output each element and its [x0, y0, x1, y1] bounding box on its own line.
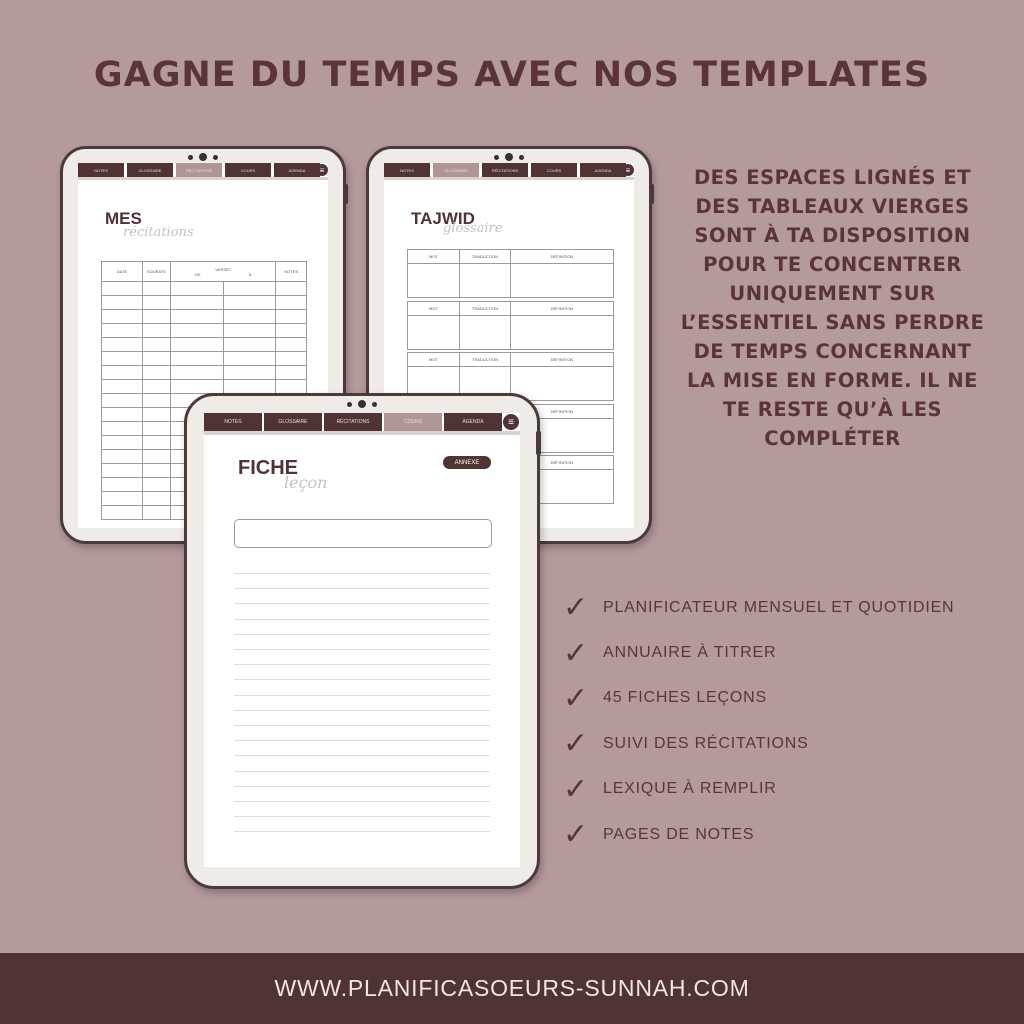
- table-cell[interactable]: [171, 366, 224, 380]
- table-cell[interactable]: [143, 282, 171, 296]
- camera-icon: [188, 153, 218, 161]
- table-cell[interactable]: [102, 422, 143, 436]
- glossary-header: DÉFINITION: [511, 250, 613, 264]
- table-cell[interactable]: [171, 352, 224, 366]
- table-cell[interactable]: [143, 366, 171, 380]
- page-title-script: glossaire: [443, 221, 503, 236]
- glossary-header: TRADUCTION: [460, 250, 511, 264]
- table-cell[interactable]: [223, 366, 276, 380]
- table-row: [102, 380, 307, 394]
- table-row: [102, 324, 307, 338]
- table-cell[interactable]: [102, 338, 143, 352]
- glossary-cell[interactable]: [460, 264, 511, 297]
- feature-label: ANNUAIRE À TITRER: [603, 644, 777, 662]
- tab-glossaire[interactable]: GLOSSAIRE: [433, 163, 479, 177]
- table-cell[interactable]: [143, 310, 171, 324]
- feature-item: [563, 585, 954, 630]
- table-row: [102, 366, 307, 380]
- table-cell[interactable]: [143, 478, 171, 492]
- tab-notes[interactable]: NOTES: [78, 163, 124, 177]
- page-title: MES: [105, 209, 142, 228]
- table-cell[interactable]: [171, 282, 224, 296]
- table-cell[interactable]: [143, 422, 171, 436]
- note-line[interactable]: [234, 664, 490, 665]
- tab-cours[interactable]: COURS: [384, 413, 442, 431]
- glossary-header: TRADUCTION: [460, 353, 511, 367]
- tablet-fiche: [184, 393, 540, 889]
- table-cell[interactable]: [223, 296, 276, 310]
- table-cell[interactable]: [143, 380, 171, 394]
- glossary-entry: [407, 249, 614, 298]
- table-row: [102, 310, 307, 324]
- feature-item: [563, 812, 954, 857]
- note-line[interactable]: [234, 695, 490, 696]
- table-cell[interactable]: [223, 282, 276, 296]
- table-cell[interactable]: [143, 506, 171, 520]
- page-title-script: récitations: [123, 225, 194, 240]
- camera-icon: [347, 400, 377, 408]
- table-cell[interactable]: [102, 464, 143, 478]
- glossary-cell[interactable]: [511, 264, 613, 297]
- col-sourate: SOURATE: [143, 262, 171, 282]
- table-row: [102, 352, 307, 366]
- table-cell[interactable]: [102, 352, 143, 366]
- menu-icon[interactable]: ≡: [622, 164, 634, 176]
- tab-agenda[interactable]: AGENDA: [444, 413, 502, 431]
- table-row: [102, 296, 307, 310]
- screen-fiche: [204, 413, 520, 867]
- glossary-header: MOT: [408, 302, 460, 316]
- side-button: [649, 184, 654, 204]
- glossary-entry: [407, 301, 614, 350]
- glossary-cell[interactable]: [408, 264, 460, 297]
- table-cell[interactable]: [143, 394, 171, 408]
- glossary-header: DÉFINITION: [511, 405, 613, 419]
- check-icon: ✓: [563, 680, 589, 716]
- note-line[interactable]: [234, 816, 490, 817]
- table-cell[interactable]: [171, 296, 224, 310]
- nav-tabs: [384, 163, 626, 177]
- table-cell[interactable]: [102, 478, 143, 492]
- note-line[interactable]: [234, 740, 490, 741]
- table-cell[interactable]: [102, 492, 143, 506]
- check-icon: ✓: [563, 590, 589, 626]
- col-verset: VERSET DE À: [171, 262, 276, 282]
- table-cell[interactable]: [223, 380, 276, 394]
- check-icon: ✓: [563, 817, 589, 853]
- table-cell[interactable]: [223, 338, 276, 352]
- glossary-header: DÉFINITION: [511, 456, 613, 470]
- glossary-cell[interactable]: [511, 316, 613, 349]
- table-cell[interactable]: [143, 464, 171, 478]
- description: DES ESPACES LIGNÉS ET DES TABLEAUX VIERGES SONT À TA DISPOSITION POUR TE CONCENTRER UNIQUEMENT SUR L’ESSENTIEL SANS PERDRE DE TEMPS CONCERNANT LA MISE EN FORME. IL NE TE RESTE QU’À LES COMPLÉTER: [680, 166, 985, 450]
- table-row: [102, 338, 307, 352]
- glossary-cell[interactable]: [460, 316, 511, 349]
- note-line[interactable]: [234, 786, 490, 787]
- col-date: DATE: [102, 262, 143, 282]
- glossary-cell[interactable]: [511, 367, 613, 400]
- tab-agenda[interactable]: AGENDA: [274, 163, 320, 177]
- table-cell[interactable]: [171, 338, 224, 352]
- glossary-header: MOT: [408, 353, 460, 367]
- menu-icon[interactable]: ≡: [503, 414, 519, 430]
- table-cell[interactable]: [102, 450, 143, 464]
- headline: GAGNE DU TEMPS AVEC NOS TEMPLATES: [93, 55, 931, 95]
- page-title: FICHE: [238, 457, 298, 479]
- note-line[interactable]: [234, 588, 490, 589]
- note-line[interactable]: [234, 831, 490, 832]
- table-cell[interactable]: [102, 366, 143, 380]
- table-cell[interactable]: [143, 338, 171, 352]
- tab-cours[interactable]: COURS: [531, 163, 577, 177]
- tab-notes[interactable]: NOTES: [204, 413, 262, 431]
- note-line[interactable]: [234, 573, 490, 574]
- table-row: [102, 282, 307, 296]
- page-title-script: leçon: [284, 473, 328, 492]
- glossary-header: TRADUCTION: [460, 302, 511, 316]
- table-cell[interactable]: [223, 324, 276, 338]
- table-cell[interactable]: [143, 436, 171, 450]
- glossary-header: DÉFINITION: [511, 302, 613, 316]
- table-cell[interactable]: [102, 506, 143, 520]
- table-cell[interactable]: [143, 408, 171, 422]
- check-icon: ✓: [563, 771, 589, 807]
- footer: [0, 953, 1024, 1024]
- annexe-button[interactable]: ANNEXE: [443, 456, 491, 469]
- note-line[interactable]: [234, 649, 490, 650]
- tab-agenda[interactable]: AGENDA: [580, 163, 626, 177]
- tab-recitations[interactable]: RÉCITATIONS: [482, 163, 528, 177]
- footer-url[interactable]: WWW.PLANIFICASOEURS-SUNNAH.COM: [274, 975, 750, 1001]
- table-cell[interactable]: [102, 282, 143, 296]
- note-line[interactable]: [234, 710, 490, 711]
- table-cell[interactable]: [171, 310, 224, 324]
- table-cell[interactable]: [143, 492, 171, 506]
- table-cell[interactable]: [276, 282, 307, 296]
- tab-recitations[interactable]: RÉCITATIONS: [324, 413, 382, 431]
- table-cell[interactable]: [102, 394, 143, 408]
- table-cell[interactable]: [102, 296, 143, 310]
- feature-label: SUIVI DES RÉCITATIONS: [603, 734, 809, 752]
- table-cell[interactable]: [102, 436, 143, 450]
- table-cell[interactable]: [223, 310, 276, 324]
- note-line[interactable]: [234, 755, 490, 756]
- note-line[interactable]: [234, 634, 490, 635]
- side-button: [536, 431, 541, 455]
- table-cell[interactable]: [143, 450, 171, 464]
- feature-label: LEXIQUE À REMPLIR: [603, 780, 777, 798]
- table-cell[interactable]: [102, 380, 143, 394]
- camera-icon: [494, 153, 524, 161]
- table-cell[interactable]: [276, 366, 307, 380]
- feature-item: [563, 630, 954, 675]
- table-cell[interactable]: [143, 324, 171, 338]
- table-cell[interactable]: [276, 324, 307, 338]
- note-line[interactable]: [234, 603, 490, 604]
- table-cell[interactable]: [276, 380, 307, 394]
- table-cell[interactable]: [276, 352, 307, 366]
- menu-icon[interactable]: ≡: [316, 164, 328, 176]
- table-cell[interactable]: [171, 324, 224, 338]
- tab-glossaire[interactable]: GLOSSAIRE: [127, 163, 173, 177]
- tab-glossaire[interactable]: GLOSSAIRE: [264, 413, 322, 431]
- feature-item: [563, 767, 954, 812]
- page-title: TAJWID: [411, 209, 475, 228]
- note-line[interactable]: [234, 725, 490, 726]
- note-line[interactable]: [234, 619, 490, 620]
- table-cell[interactable]: [276, 310, 307, 324]
- feature-label: PLANIFICATEUR MENSUEL ET QUOTIDIEN: [603, 598, 955, 616]
- table-cell[interactable]: [171, 380, 224, 394]
- feature-list: [563, 585, 954, 857]
- feature-item: [563, 721, 954, 766]
- glossary-header: DÉFINITION: [511, 353, 613, 367]
- col-notes: NOTES: [276, 262, 307, 282]
- tab-cours[interactable]: COURS: [225, 163, 271, 177]
- feature-label: PAGES DE NOTES: [603, 825, 755, 843]
- table-cell[interactable]: [143, 296, 171, 310]
- tab-notes[interactable]: NOTES: [384, 163, 430, 177]
- note-line[interactable]: [234, 679, 490, 680]
- check-icon: ✓: [563, 726, 589, 762]
- side-button: [343, 184, 348, 204]
- table-cell[interactable]: [102, 310, 143, 324]
- nav-tabs: [78, 163, 320, 177]
- glossary-header: MOT: [408, 250, 460, 264]
- glossary-cell[interactable]: [408, 316, 460, 349]
- feature-item: [563, 676, 954, 721]
- nav-tabs: [204, 413, 502, 431]
- table-cell[interactable]: [276, 338, 307, 352]
- table-cell[interactable]: [143, 352, 171, 366]
- lesson-title-input[interactable]: [234, 519, 492, 548]
- check-icon: ✓: [563, 635, 589, 671]
- feature-label: 45 FICHES LEÇONS: [603, 689, 767, 707]
- table-cell[interactable]: [102, 324, 143, 338]
- table-cell[interactable]: [276, 296, 307, 310]
- note-line[interactable]: [234, 801, 490, 802]
- note-line[interactable]: [234, 771, 490, 772]
- table-cell[interactable]: [223, 352, 276, 366]
- table-cell[interactable]: [102, 408, 143, 422]
- tab-recitations[interactable]: RÉCITATIONS: [176, 163, 222, 177]
